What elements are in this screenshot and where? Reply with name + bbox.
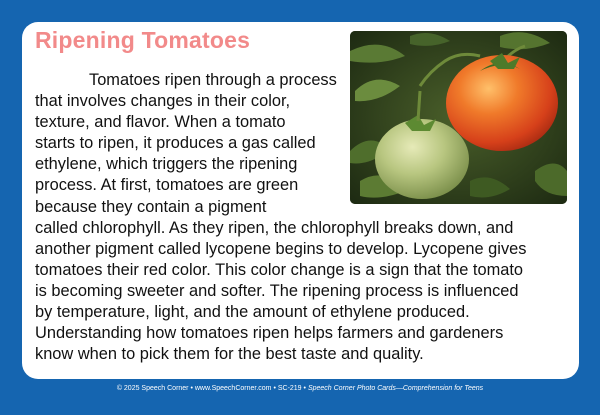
paragraph-line: texture, and flavor. When a tomato [35, 113, 286, 132]
paragraph-line: process. At first, tomatoes are green [35, 176, 299, 195]
photo-card [22, 22, 579, 379]
paragraph-line: know when to pick them for the best taste and quality. [35, 345, 424, 364]
paragraph-line: by temperature, light, and the amount of ethylene produced. [35, 303, 470, 322]
paragraph-line: Understanding how tomatoes ripen helps farmers and gardeners [35, 324, 504, 343]
paragraph-line: tomatoes their red color. This color change is a sign that the tomato [35, 260, 524, 279]
footer-series-text: Speech Corner Photo Cards—Comprehension for Teens [307, 385, 484, 392]
paragraph-line: starts to ripen, it produces a gas called [35, 134, 316, 153]
card-title: Ripening Tomatoes [35, 27, 251, 53]
paragraph-line: is becoming sweeter and softer. The ripening process is influenced [35, 281, 519, 300]
paragraph-line: called chlorophyll. As they ripen, the chlorophyll breaks down, and [35, 218, 514, 237]
footer-credit-text: © 2025 Speech Corner • www.SpeechCorner.com • SC-219 • [116, 385, 306, 392]
paragraph-line: because they contain a pigment [35, 197, 267, 216]
paragraph-line: ethylene, which triggers the ripening [35, 155, 298, 174]
paragraph-line: another pigment called lycopene begins to develop. Lycopene gives [35, 239, 527, 258]
footer-credit [0, 385, 600, 393]
paragraph-line: that involves changes in their color, [35, 92, 291, 111]
body-paragraph [35, 70, 569, 365]
paragraph-line: Tomatoes ripen through a process [89, 71, 337, 89]
